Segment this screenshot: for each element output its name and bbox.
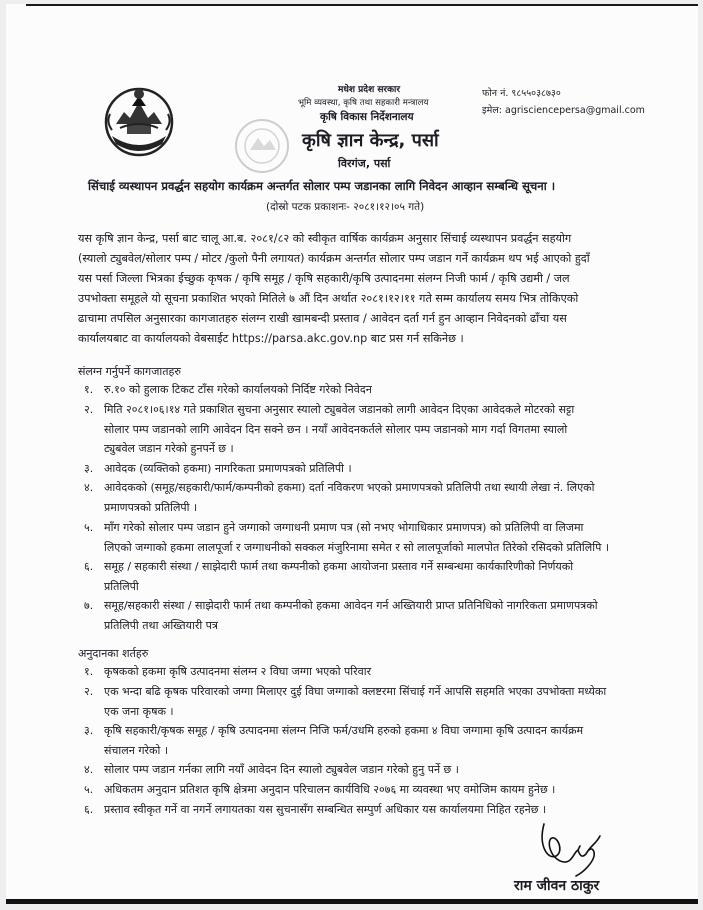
scan-edge-bottom — [6, 899, 698, 904]
signatory-name: राम जीवन ठाकुर — [514, 878, 600, 894]
document-item — [84, 518, 674, 557]
item-number: ४. — [84, 481, 94, 494]
publication-note: (दोस्रो पटक प्रकाशनः- २०८१।१२।०५ गते) — [266, 201, 425, 213]
item-text: प्रतिलिपी — [104, 579, 139, 593]
ministry-name: भूमि व्यवस्था, कृषि तथा सहकारी मन्त्रालय — [298, 98, 429, 108]
item-text: कृषि सहकारी/कृषक समूह / कृषि उत्पादनमा संलग्न निजि फर्म/उधमि हरुको हकमा ४ विघा जग्गामा कृषि उत्पादन कार्यक्रम — [104, 724, 584, 737]
document-item — [84, 459, 674, 479]
signature-icon — [534, 816, 606, 886]
item-text: लिएको जग्गाको हकमा लालपूर्जा र जग्गाधनीको सक्कल मंजुरिनामा समेत र सो लालपूर्जाको मालपोत तिरेको रसिदको प्रतिलिपि । — [104, 540, 610, 554]
item-text: अधिकतम अनुदान प्रतिशत कृषि क्षेत्रमा अनुदान परिचालन कार्यविधि २०७६ मा व्यवस्था भए वमोजिम कायम हुनेछ । — [104, 783, 556, 796]
item-text: सोलार पम्प जडान गर्नका लागि नयाँ आवेदन दिन स्यालो ट्युबवेल जडान गरेको हुनु पर्ने छ । — [104, 763, 459, 776]
conditions-heading: अनुदानका शर्तहरु — [78, 647, 149, 660]
nepal-government-emblem-icon — [102, 84, 176, 158]
item-number: २. — [84, 403, 94, 416]
item-number: ५. — [84, 783, 94, 796]
item-number: २. — [84, 685, 94, 698]
condition-item — [84, 682, 674, 721]
item-text: समूह/सहकारी संस्था / साझेदारी फार्म तथा कम्पनीको हकमा आवेदन गर्न अख्तियारी प्राप्त प्रतिनिधिको नागरिकता प्रमाणपत्रको — [104, 599, 598, 612]
condition-item — [84, 780, 674, 800]
item-text: कृषकको हकमा कृषि उत्पादनमा संलग्न २ विघा जग्गा भएको परिवार — [104, 665, 372, 678]
item-number: ५. — [84, 521, 94, 534]
notice-body — [78, 229, 672, 349]
item-text: प्रमाणपत्रको प्रतिलिपी । — [104, 500, 198, 514]
item-number: ६. — [84, 803, 94, 816]
notice-page — [6, 4, 698, 904]
item-text: समूह / सहकारी संस्था / साझेदारी फार्म तथा कम्पनीको हकमा आयोजना प्रस्ताव गर्ने सम्बन्धमा कार्यकारिणीको निर्णयको — [104, 560, 574, 573]
item-text: आवेदक (व्यक्तिको हकमा) नागरिकता प्रमाणपत्रको प्रतिलिपी । — [104, 462, 352, 475]
body-line: यस पर्सा जिल्ला भित्रका ईच्छुक कृषक / कृषि समूह / कृषि सहकारी/कृषि उत्पादनमा संलग्न निजी फार्म / कृषि उद्यमी / जल — [78, 272, 570, 285]
office-stamp-icon — [232, 116, 292, 176]
item-number: ६. — [84, 560, 94, 573]
condition-item — [84, 760, 674, 780]
item-text: एक जना कृषक । — [104, 704, 174, 718]
government-name: मधेश प्रदेश सरकार — [338, 85, 401, 95]
item-text: ट्युबवेल जडान गरेको हुनपर्ने छ । — [104, 442, 234, 456]
document-item — [84, 596, 674, 635]
office-location: विरगंज, पर्सा — [338, 157, 391, 170]
item-number: ७. — [84, 599, 94, 612]
phone-number: फोन नं. ९८५५०३८७३० — [482, 88, 561, 99]
item-number: ३. — [84, 462, 94, 475]
item-number: ३. — [84, 724, 94, 737]
item-text: आवेदकको (समूह/सहकारी/फार्म/कम्पनीको हकमा) दर्ता नविकरण भएको प्रमाणपत्रको प्रतिलिपी तथा स्थायी लेखा नं. लिएको — [104, 481, 595, 494]
directorate-name: कृषि विकास निर्देशनालय — [320, 111, 414, 123]
document-item — [84, 557, 674, 596]
item-number: १. — [84, 383, 94, 396]
item-text: संचालन गरेको । — [104, 743, 168, 757]
item-number: ४. — [84, 763, 94, 776]
item-text: रु.१० को हुलाक टिकट टाँस गरेको कार्यालयको निर्दिष्ट गरेको निवेदन — [104, 383, 372, 396]
document-item — [84, 400, 674, 459]
condition-item — [84, 662, 674, 682]
item-text: प्रतिलिपी तथा अख्तियारी पत्र — [104, 618, 218, 632]
item-text: माँग गरेको सोलार पम्प जडान हुने जग्गाको जग्गाधनी प्रमाण पत्र (सो नभए भोगाधिकार प्रमाणपत्र) को प्रतिलिपी वा लिजमा — [104, 521, 584, 534]
scan-edge-top — [26, 4, 698, 6]
body-line: (स्यालो ट्युबवेल/सोलार पम्प / मोटर /कुलो पैनी लगायत) कार्यक्रम अन्तर्गत सोलार पम्प जडान गर्ने कार्यक्रम थप भई आएको हुदाँ — [78, 252, 590, 265]
item-number: १. — [84, 665, 94, 678]
item-text: प्रस्ताव स्वीकृत गर्ने वा नगर्ने लगायतका यस सुचनासँग सम्बन्धित सम्पुर्ण अधिकार यस कार्यालयमा निहित रहनेछ । — [104, 803, 547, 816]
document-item — [84, 380, 674, 400]
office-name: कृषि ज्ञान केन्द्र, पर्सा — [302, 130, 439, 151]
body-line: कार्यालयबाट वा कार्यालयको वेबसाईट https://parsa.akc.gov.np बाट प्रस गर्न सकिनेछ । — [78, 332, 464, 345]
body-line: यस कृषि ज्ञान केन्द्र, पर्सा बाट चालू आ.ब. २०८१/८२ को स्वीकृत वार्षिक कार्यक्रम अनुसार सिंचाई व्यस्थापन प्रवर्द्धन सहयोग — [78, 232, 572, 245]
item-text: मिति २०८१।०६।१४ गते प्रकाशित सुचना अनुसार स्यालो ट्युबवेल जडानको लागी आवेदन दिएका आवेदकले मोटरको सट्टा — [104, 403, 575, 416]
documents-heading: संलग्न गर्नुपर्ने कागजातहरु — [78, 365, 181, 378]
email-address: इमेल: agrisciencepersa@gmail.com — [482, 105, 645, 116]
condition-item — [84, 721, 674, 760]
body-line: उपभोक्ता समूहले यो सूचना प्रकाशित भएको मितिले ७ औं दिन अर्थात २०८१।१२।११ गते सम्म कार्यालय समय भित्र तोकिएको — [78, 292, 579, 305]
item-text: सोलार पम्प जडानको लागि आवेदन दिन सक्ने छन । नयाँ आवेदनकर्तले सोलार पम्प जडानको माग गर्दा विगतमा स्यालो — [104, 422, 568, 436]
notice-title: सिंचाई व्यस्थापन प्रवर्द्धन सहयोग कार्यक्रम अन्तर्गत सोलार पम्प जडानका लागि निवेदन आव्हान सम्बन्धि सूचना । — [88, 179, 556, 193]
document-item — [84, 478, 674, 517]
item-text: एक भन्दा बढि कृषक परिवारको जग्गा मिलाएर दुई विघा जग्गाको क्लष्टरमा सिंचाई गर्ने आपसि सहमति भएका उपभोक्ता मध्येका — [104, 685, 607, 698]
body-line: ढाचामा तपसिल अनुसारका कागजातहरु संलग्न राखी खामबन्दी प्रस्ताव / आवेदन दर्ता गर्न हुन आव्हान निवेदनको ढाँचा यस — [78, 312, 567, 325]
